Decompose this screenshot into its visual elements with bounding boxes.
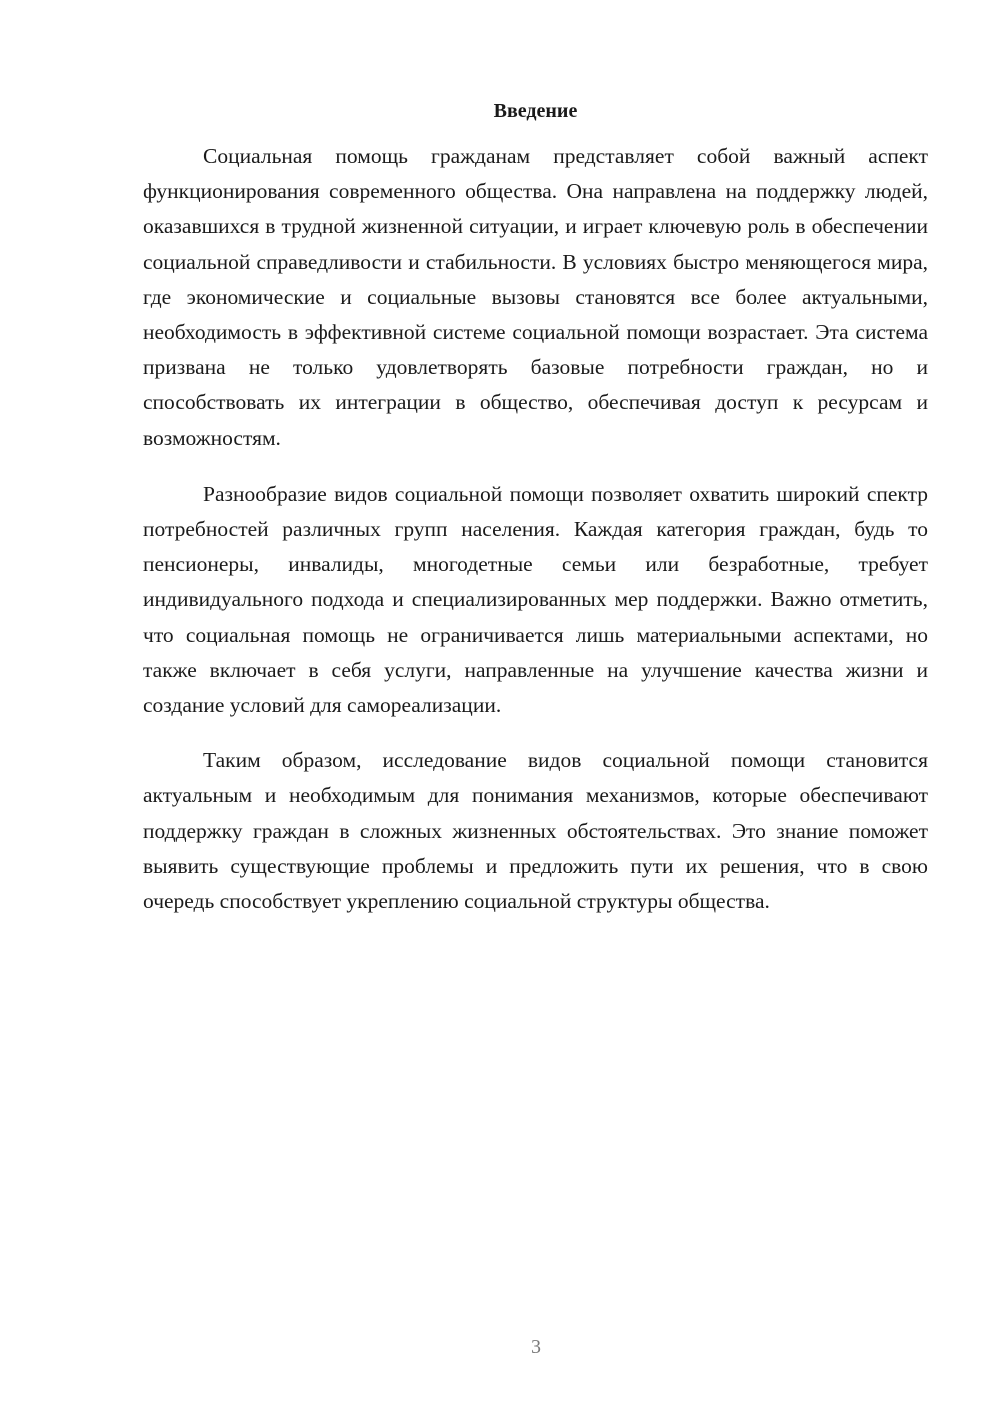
page-content xyxy=(143,96,928,919)
section-heading: Введение xyxy=(493,100,578,122)
paragraph-1: Социальная помощь гражданам представляет собой важный аспект функционирования современного общества. Она направлена на поддержку людей, оказавшихся в трудной жизненной ситуации, и играет ключевую роль в обеспечении социальной справедливости и стабильности. В условиях быстро меняющегося мира, где экономические и социальные вызовы становятся все более актуальными, необходимость в эффективной системе социальной помощи возрастает. Эта система призвана не только удовлетворять базовые потребности граждан, но и способствовать их интеграции в общество, обеспечивая доступ к ресурсам и возможностям. xyxy=(143,144,928,450)
paragraph-2: Разнообразие видов социальной помощи позволяет охватить широкий спектр потребностей различных групп населения. Каждая категория граждан, будь то пенсионеры, инвалиды, многодетные семьи или безработные, требует индивидуального подхода и специализированных мер поддержки. Важно отметить, что социальная помощь не ограничивается лишь материальными аспектами, но также включает в себя услуги, направленные на улучшение качества жизни и создание условий для самореализации. xyxy=(143,481,928,718)
paragraph-3: Таким образом, исследование видов социальной помощи становится актуальным и необходимым для понимания механизмов, которые обеспечивают поддержку граждан в сложных жизненных обстоятельствах. Это знание поможет выявить существующие проблемы и предложить пути их решения, что в свою очередь способствует укреплению социальной структуры общества. xyxy=(143,748,928,914)
page-number: 3 xyxy=(531,1336,541,1358)
